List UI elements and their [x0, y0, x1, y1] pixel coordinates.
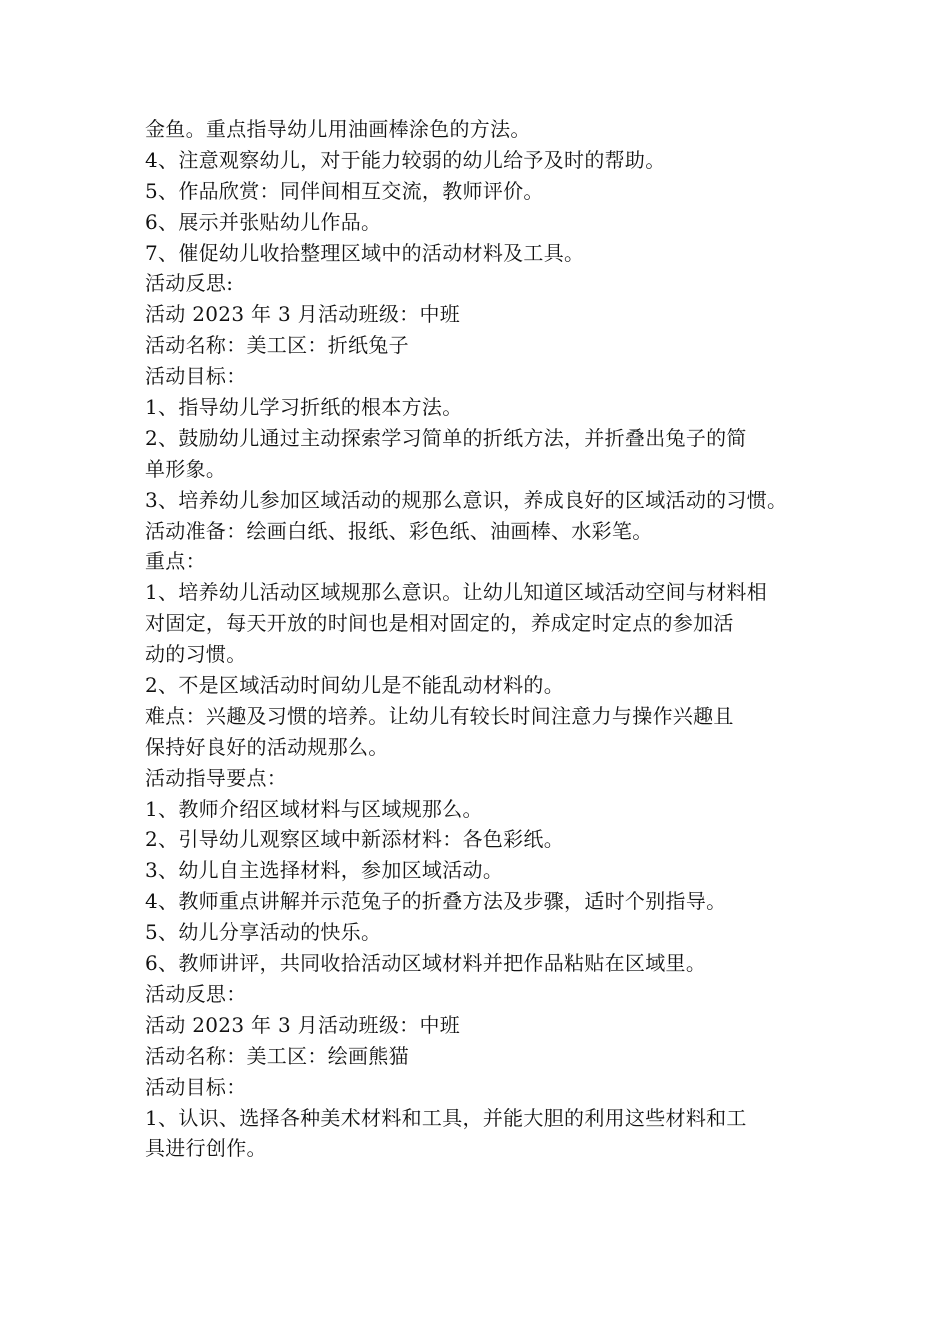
text-line: 对固定，每天开放的时间也是相对固定的，养成定时定点的参加活	[145, 611, 734, 636]
text-line: 活动准备：绘画白纸、报纸、彩色纸、油画棒、水彩笔。	[145, 518, 653, 543]
text-line: 具进行创作。	[145, 1136, 267, 1161]
text-line: 6、教师讲评，共同收拾活动区域材料并把作品粘贴在区域里。	[145, 951, 707, 976]
section-heading: 活动指导要点：	[145, 765, 288, 790]
section-heading: 重点：	[145, 549, 206, 574]
text-line: 1、认识、选择各种美术材料和工具，并能大胆的利用这些材料和工	[145, 1105, 747, 1130]
activity-title: 活动名称：美工区：绘画熊猫	[145, 1043, 409, 1068]
text-line: 2、不是区域活动时间幼儿是不能乱动材料的。	[145, 673, 565, 698]
text-line: 金鱼。重点指导幼儿用油画棒涂色的方法。	[145, 117, 531, 141]
text-line: 3、幼儿自主选择材料，参加区域活动。	[145, 858, 504, 883]
text-line: 活动 2023 年 3 月活动班级：中班	[145, 302, 461, 327]
text-line: 5、幼儿分享活动的快乐。	[145, 920, 382, 945]
text-line: 4、教师重点讲解并示范兔子的折叠方法及步骤，适时个别指导。	[145, 889, 727, 914]
document-body	[145, 114, 835, 1164]
text-line: 1、培养幼儿活动区域规那么意识。让幼儿知道区域活动空间与材料相	[145, 580, 768, 605]
text-line: 1、指导幼儿学习折纸的根本方法。	[145, 395, 463, 420]
text-line: 单形象。	[145, 456, 227, 481]
text-line: 动的习惯。	[145, 642, 247, 667]
text-line: 2、鼓励幼儿通过主动探索学习简单的折纸方法，并折叠出兔子的简	[145, 425, 747, 450]
text-line: 活动 2023 年 3 月活动班级：中班	[145, 1012, 461, 1037]
section-heading: 活动反思：	[145, 981, 247, 1006]
text-line: 6、展示并张贴幼儿作品。	[145, 209, 382, 234]
text-line: 难点：兴趣及习惯的培养。让幼儿有较长时间注意力与操作兴趣且	[145, 703, 734, 728]
text-line: 保持好良好的活动规那么。	[145, 734, 389, 759]
activity-title: 活动名称：美工区：折纸兔子	[145, 333, 409, 358]
text-line: 3、培养幼儿参加区域活动的规那么意识，养成良好的区域活动的习惯。	[145, 487, 788, 512]
text-line: 1、教师介绍区域材料与区域规那么。	[145, 796, 483, 821]
text-line: 2、引导幼儿观察区域中新添材料：各色彩纸。	[145, 827, 565, 852]
section-heading: 活动目标：	[145, 364, 247, 389]
text-line: 4、注意观察幼儿，对于能力较弱的幼儿给予及时的帮助。	[145, 147, 666, 172]
text-line: 7、催促幼儿收拾整理区域中的活动材料及工具。	[145, 240, 585, 265]
text-line: 5、作品欣赏：同伴间相互交流，教师评价。	[145, 178, 544, 203]
section-heading: 活动目标：	[145, 1074, 247, 1099]
section-heading: 活动反思:	[145, 271, 234, 296]
